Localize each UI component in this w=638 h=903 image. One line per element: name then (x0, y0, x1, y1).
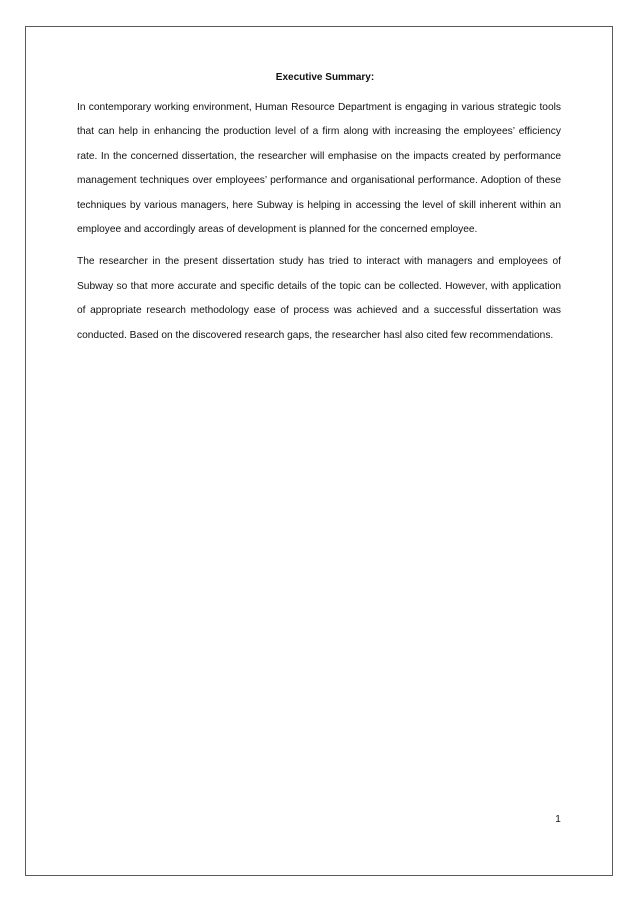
executive-summary-heading: Executive Summary: (275, 72, 375, 83)
summary-paragraph-1: In contemporary working environment, Human Resource Department is engaging in various strategic tools that can help in enhancing the production level of a firm along with increasing the employees’ efficiency rate. In the concerned dissertation, the researcher will emphasise on the impacts created by performance management techniques over employees’ performance and organisational performance. Adoption of these techniques by various managers, here Subway is helping in accessing the level of skill inherent within an employee and accordingly areas of development is planned for the concerned employee. (77, 102, 561, 236)
summary-paragraph-2: The researcher in the present dissertation study has tried to interact with managers and employees of Subway so that more accurate and specific details of the topic can be collected. However, with application of appropriate research methodology ease of process was achieved and a successful dissertation was conducted. Based on the discovered research gaps, the researcher hasl also cited few recommendations. (77, 256, 561, 341)
document-body (77, 71, 561, 356)
page-number: 1 (555, 814, 561, 825)
